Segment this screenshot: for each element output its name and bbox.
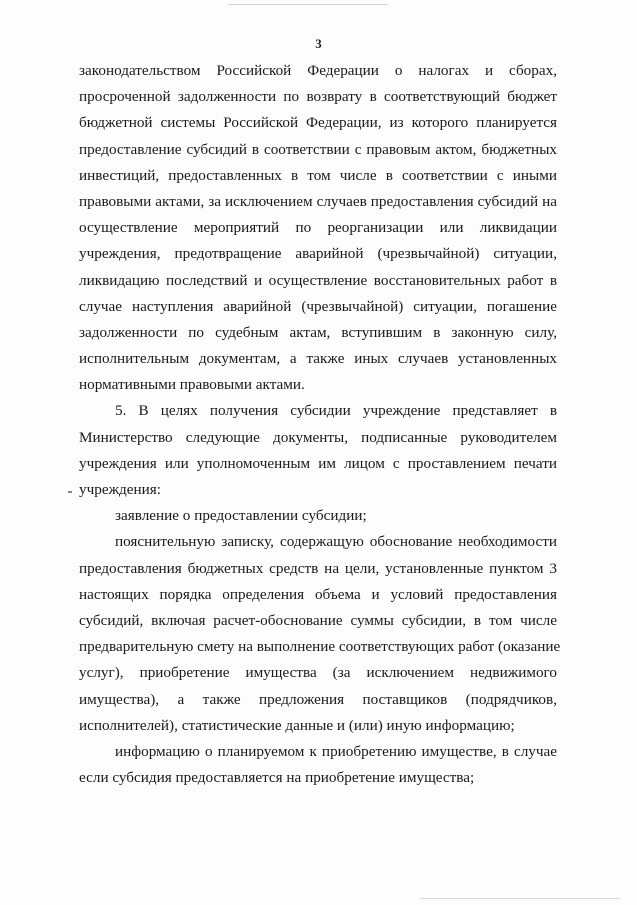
text-line: осуществление мероприятий по реорганизации или ликвидации [79,219,557,237]
text-line: 5. В целях получения субсидии учреждение представляет в [115,402,557,420]
text-line: исполнителей), статистические данные и (или) иную информацию; [79,716,515,734]
scan-margin-mark [68,491,72,493]
text-line: пояснительную записку, содержащую обоснование необходимости [115,533,557,551]
text-line: учреждения или уполномоченным им лицом с проставлением печати [79,454,557,472]
text-line: настоящих порядка определения объема и условий предоставления [79,585,557,603]
scan-artifact-bottom [420,898,620,899]
text-line: услуг), приобретение имущества (за исключением недвижимого [79,664,557,682]
scan-artifact-top [228,4,388,5]
text-line: инвестиций, предоставленных в том числе в соответствии с иными [79,166,557,184]
text-line: просроченной задолженности по возврату в соответствующий бюджет [79,88,557,106]
text-line: если субсидия предоставляется на приобретение имущества; [79,769,475,787]
text-line: имущества), а также предложения поставщиков (подрядчиков, [79,690,557,708]
paragraph-explanatory-note [79,529,561,739]
text-line: нормативными правовыми актами. [79,376,305,394]
paragraph-property-info [79,739,557,791]
document-body [79,58,561,791]
text-line: предоставление субсидий в соответствии с правовым актом, бюджетных [79,140,557,158]
text-line: предоставления бюджетных средств на цели, установленные пунктом 3 [79,559,557,577]
text-line: исполнительным документам, а также иных случаев установленных [79,350,557,368]
text-line: задолженности по судебным актам, вступившим в законную силу, [79,323,557,341]
text-line: ликвидацию последствий и осуществление восстановительных работ в [79,271,557,289]
text-line: законодательством Российской Федерации о налогах и сборах, [79,62,557,79]
page-number: 3 [315,36,322,51]
text-line: заявление о предоставлении субсидии; [115,507,367,525]
paragraph-application [79,503,557,529]
text-line: бюджетной системы Российской Федерации, из которого планируется [79,114,557,132]
text-line: Министерство следующие документы, подписанные руководителем [79,428,557,446]
text-line: субсидий, включая расчет-обоснование суммы субсидии, в том числе [79,611,557,629]
paragraph-item-5 [79,398,557,503]
text-line: правовыми актами, за исключением случаев предоставления субсидий на [79,192,557,210]
text-line: случае наступления аварийной (чрезвычайной) ситуации, погашение [79,297,557,315]
text-line: предварительную смету на выполнение соответствующих работ (оказание [79,638,561,656]
paragraph-continuation [79,58,557,398]
text-line: учреждения: [79,481,161,498]
text-line: информацию о планируемом к приобретению имуществе, в случае [115,742,557,760]
text-line: учреждения, предотвращение аварийной (чрезвычайной) ситуации, [79,245,557,263]
